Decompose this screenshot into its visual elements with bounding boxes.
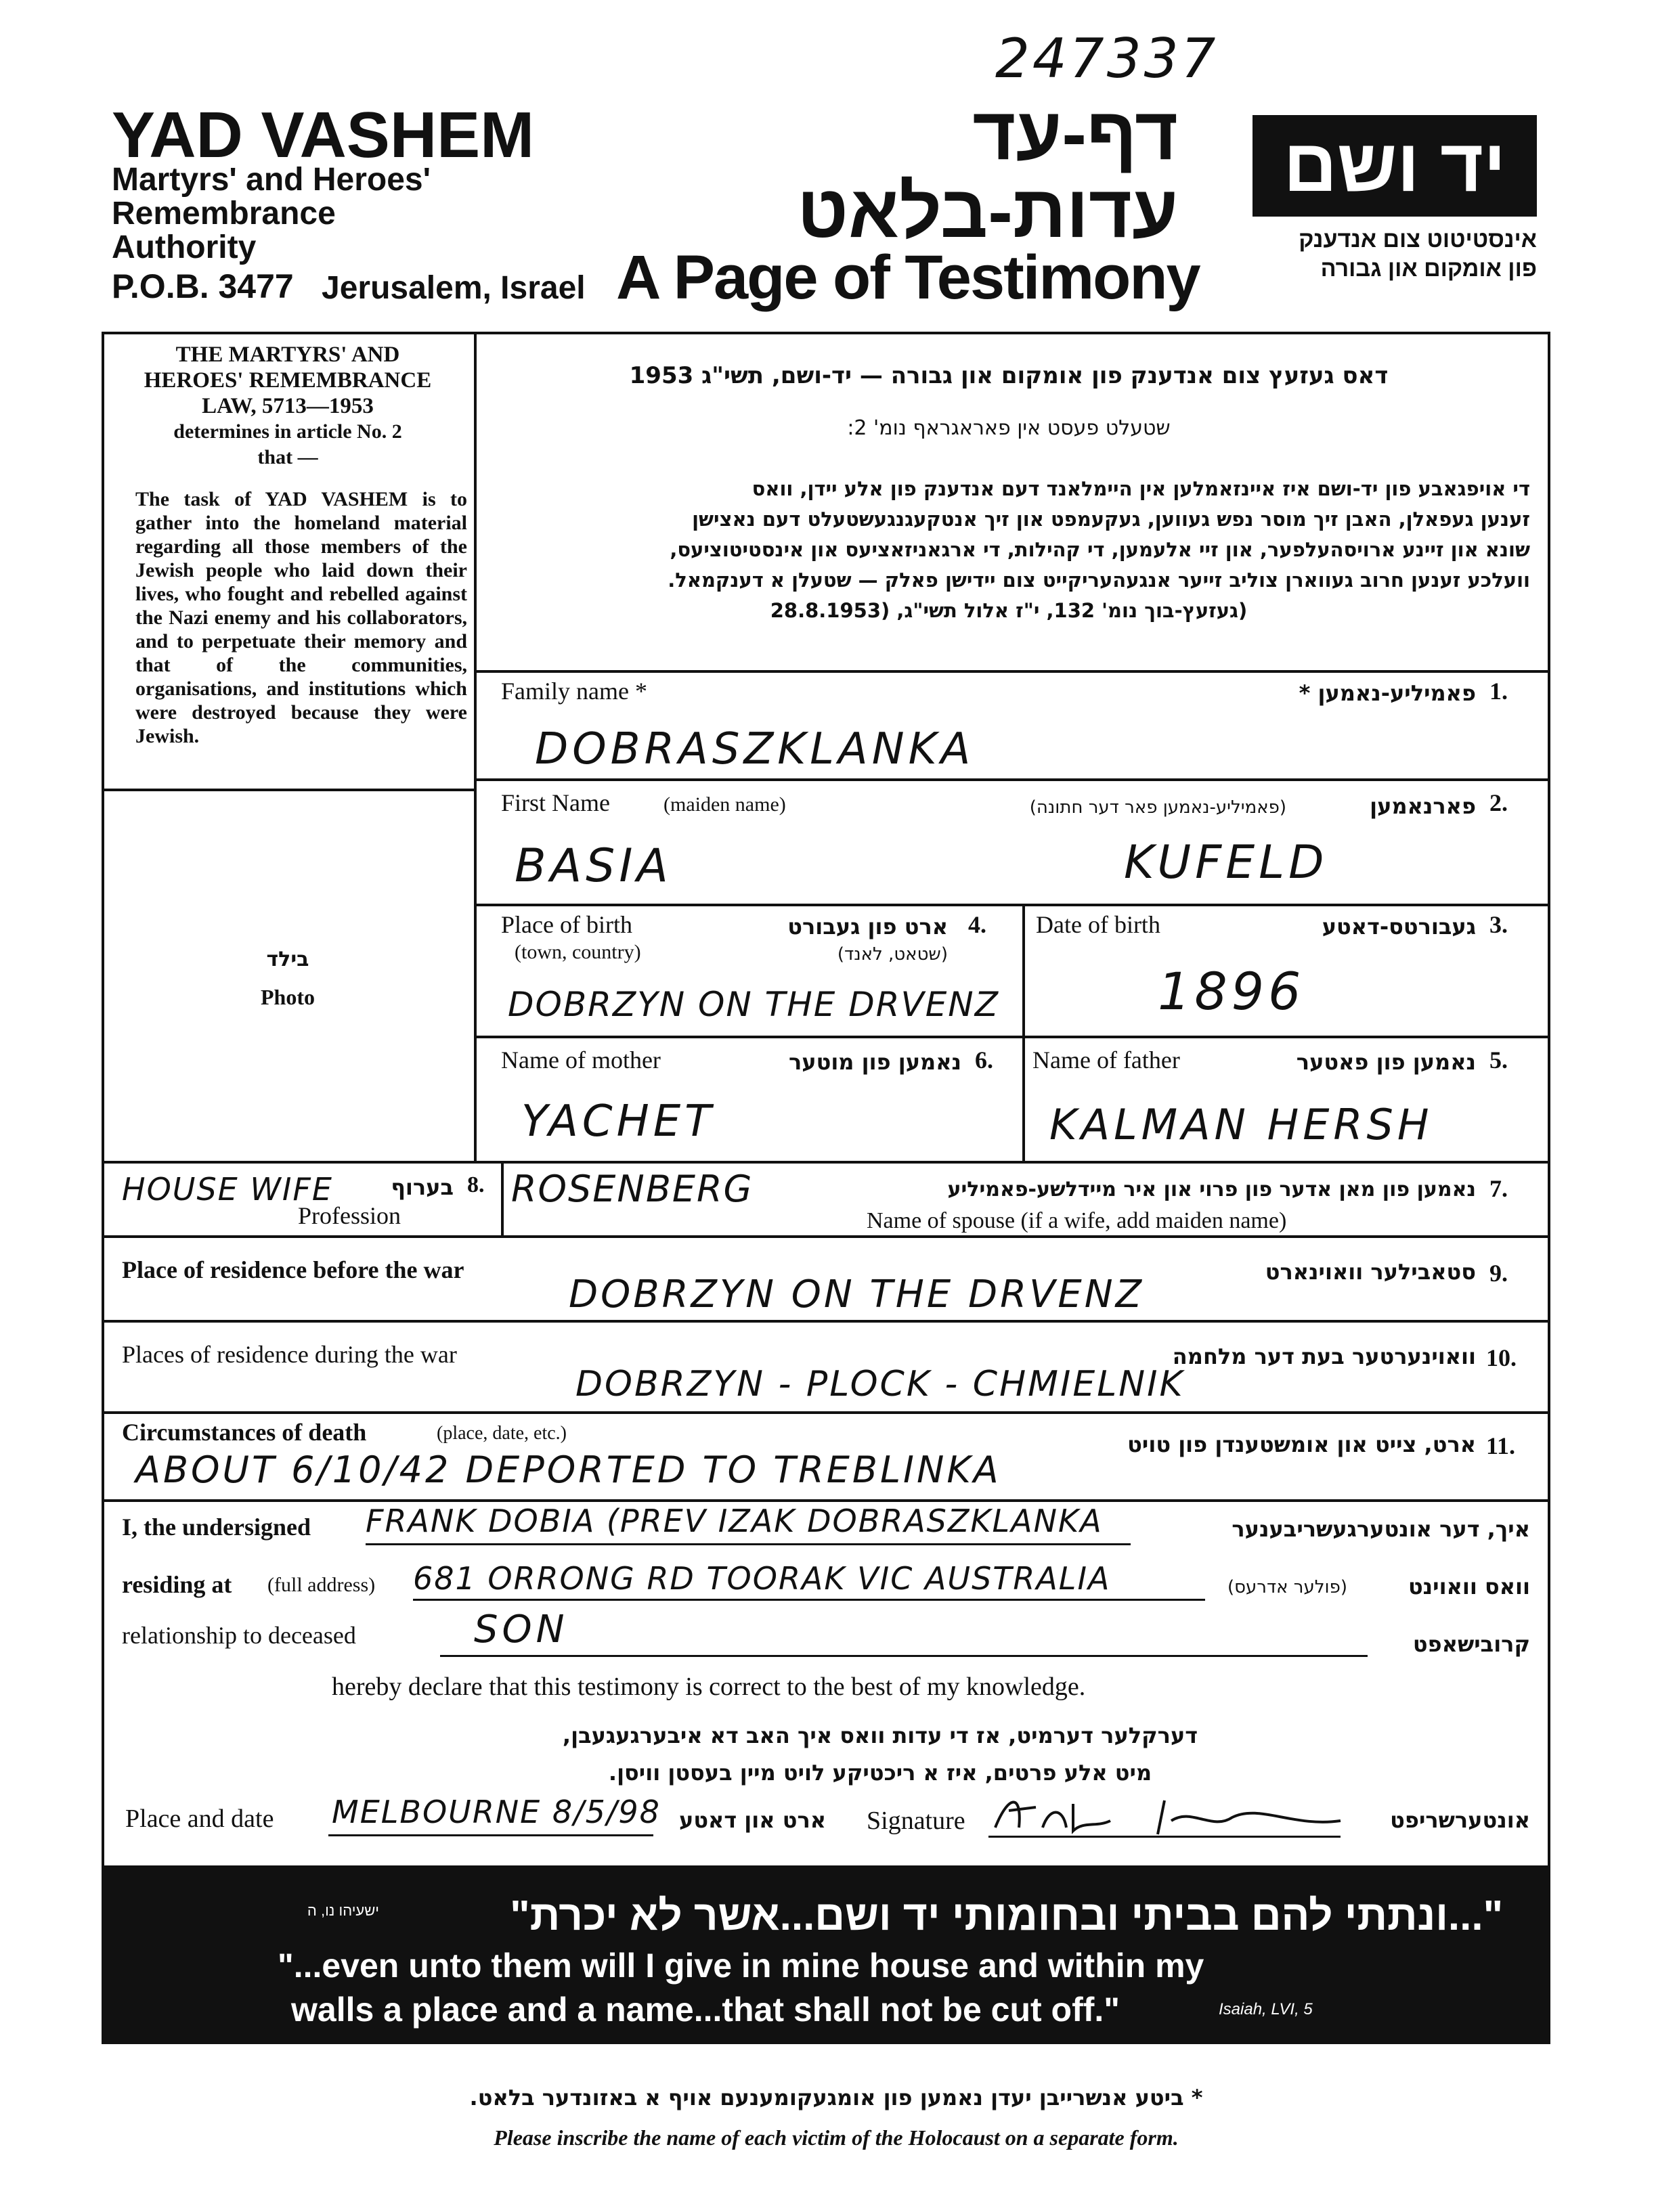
place-birth-num: 4. xyxy=(968,911,986,938)
father-heb: נאמען פון פאטער xyxy=(1296,1049,1476,1075)
declare-en: hereby declare that this testimony is correct to the best of my knowledge. xyxy=(332,1673,1086,1701)
signature-line xyxy=(988,1836,1341,1838)
photo-label: Photo xyxy=(261,985,315,1009)
law-heb5: שונא און זיינע ארויסהעלפער, און זיי אלעמען, די קהילות, די ארגאניזאציעס און אינסטיטוציעס, xyxy=(670,538,1530,561)
residence-before-label: Place of residence before the war xyxy=(122,1256,464,1283)
org-sub3: Authority xyxy=(112,229,257,265)
law-divider xyxy=(102,789,477,791)
signature-heb: אונטערשריפט xyxy=(1390,1807,1530,1833)
org-name: YAD VASHEM xyxy=(112,99,535,171)
footer-en: Please inscribe the name of each victim of the Holocaust on a separate form. xyxy=(494,2125,1179,2150)
law-heb1: דאס געזעץ צום אנדענק פון אומקום און גבורה — יד-ושם, תשי"ג 1953 xyxy=(629,362,1389,389)
family-name-label: Family name * xyxy=(501,678,647,705)
residence-before-heb: סטאבילער וואוינארט xyxy=(1265,1259,1476,1285)
row-line-3 xyxy=(474,904,1550,906)
undersigned-label: I, the undersigned xyxy=(122,1513,311,1541)
residence-before-value[interactable]: DOBRZYN ON THE DRVENZ xyxy=(569,1273,1145,1317)
residing-heb-sub: (פולער אדרעס) xyxy=(1227,1577,1347,1597)
first-name-value[interactable]: BASIA xyxy=(515,839,672,893)
place-birth-heb-sub: (שטאט, לאנד) xyxy=(837,944,948,965)
banner-heb-ref: ישעיהו נו, ה xyxy=(307,1902,379,1919)
law-heading4: determines in article No. 2 xyxy=(173,420,402,443)
maiden-name-value[interactable]: KUFELD xyxy=(1124,836,1328,889)
relationship-line xyxy=(440,1655,1368,1657)
photo-heb: בילד xyxy=(266,948,309,971)
org-sub2: Remembrance xyxy=(112,196,336,231)
family-name-num: 1. xyxy=(1489,678,1508,705)
residence-during-num: 10. xyxy=(1486,1344,1517,1371)
residing-sub: (full address) xyxy=(267,1574,376,1596)
mother-num: 6. xyxy=(975,1046,993,1074)
profession-label: Profession xyxy=(298,1202,401,1229)
declare-heb2: מיט אלע פרטים, איז א ריכטיקע לויט מיין בעסטן וויסן. xyxy=(608,1760,1152,1786)
hebrew-title2: עדות-בלאט xyxy=(797,170,1178,253)
law-heb-body xyxy=(487,474,1530,626)
family-name-value[interactable]: DOBRASZKLANKA xyxy=(535,724,975,774)
declare-heb1: דערקלער דערמיט, אז די עדות וואס איך האב דא איבערגעגעבן, xyxy=(562,1723,1198,1748)
logo-sub1: אינסטיטוט צום אנדענק xyxy=(1299,227,1537,252)
father-label: Name of father xyxy=(1032,1046,1180,1074)
death-num: 11. xyxy=(1486,1432,1516,1459)
relationship-value[interactable]: SON xyxy=(474,1608,569,1652)
place-date-line xyxy=(328,1834,653,1836)
law-heb7: (געזעץ-בוך נומ' 132, י"ז אלול תשי"ג, (28.8.1953 xyxy=(770,599,1248,622)
relationship-heb: קרובישאפט xyxy=(1412,1631,1530,1657)
law-heading3: LAW, 5713—1953 xyxy=(202,394,374,418)
banner-english1: "...even unto them will I give in mine house and within my xyxy=(278,1947,1204,1985)
hebrew-title1: דף-עד xyxy=(972,92,1178,175)
pob: P.O.B. 3477 xyxy=(112,267,294,305)
row-line-5 xyxy=(102,1161,1550,1164)
first-name-sub: (maiden name) xyxy=(663,793,786,816)
profession-num: 8. xyxy=(467,1172,485,1197)
mother-heb: נאמען פון מוטער xyxy=(789,1049,961,1075)
residing-value[interactable]: 681 ORRONG RD TOORAK VIC AUSTRALIA xyxy=(413,1560,1111,1597)
logo xyxy=(1253,115,1537,217)
place-birth-heb: ארט פון געבורט xyxy=(787,914,948,939)
signature-mark[interactable] xyxy=(988,1780,1354,1848)
death-sub: (place, date, etc.) xyxy=(437,1423,567,1444)
row-line-6 xyxy=(102,1235,1550,1238)
spouse-label: Name of spouse (if a wife, add maiden name) xyxy=(867,1208,1287,1233)
row-line-9 xyxy=(102,1499,1550,1502)
residing-heb: וואס וואוינט xyxy=(1408,1574,1530,1599)
signature-label: Signature xyxy=(867,1807,965,1835)
law-heb3: די אויפגאבע פון יד-ושם איז איינזאמלען אין היימלאנד דעם אנדענק פון אלע יידן, וואס xyxy=(752,477,1530,500)
relationship-label: relationship to deceased xyxy=(122,1622,356,1649)
undersigned-line xyxy=(366,1543,1131,1545)
law-heb6: וועלכע זענען חרוב געווארן צוליב זייער אנגעהעריקייט צום יידישן פאלק — שטעלן א דענקמאל. xyxy=(668,569,1530,592)
law-heading2: HEROES' REMEMBRANCE xyxy=(144,368,432,393)
law-heb2: שטעלט פעסט אין פאראגראף נומ' 2: xyxy=(847,416,1171,440)
row-line-8 xyxy=(102,1411,1550,1414)
residence-during-value[interactable]: DOBRZYN - PLOCK - CHMIELNIK xyxy=(575,1364,1185,1404)
spouse-heb: נאמען פון מאן אדער פון פרוי און איר מיידלשע-פאמיליע xyxy=(947,1178,1476,1201)
date-birth-label: Date of birth xyxy=(1036,911,1160,938)
death-label: Circumstances of death xyxy=(122,1419,367,1446)
spouse-value[interactable]: ROSENBERG xyxy=(511,1168,754,1210)
residence-during-heb: וואוינערטער בעת דער מלחמה xyxy=(1172,1344,1476,1369)
col-line-prof xyxy=(501,1161,504,1235)
law-heading xyxy=(102,342,474,470)
residing-label: residing at xyxy=(122,1571,232,1598)
residence-before-num: 9. xyxy=(1489,1260,1508,1287)
row-line-4 xyxy=(474,1036,1550,1038)
law-heb4: זענען געפאלן, האבן זיך מוסר נפש געווען, געקעמפט און זיך אנטקעגנגעשטעלט דעם נאצישן xyxy=(692,508,1530,531)
father-value[interactable]: KALMAN HERSH xyxy=(1049,1100,1433,1149)
logo-text: יד ושם xyxy=(1283,124,1506,207)
date-birth-heb: געבורטס-דאטע xyxy=(1322,914,1476,939)
first-name-heb: פארנאמען xyxy=(1370,793,1476,819)
family-name-heb: פאמיליע-נאמען * xyxy=(1299,680,1476,706)
mother-value[interactable]: YACHET xyxy=(521,1097,716,1147)
mother-label: Name of mother xyxy=(501,1046,661,1074)
spouse-num: 7. xyxy=(1489,1175,1508,1202)
place-date-heb: ארט און דאטע xyxy=(679,1807,826,1833)
law-heading1: THE MARTYRS' AND xyxy=(175,342,400,367)
city: Jerusalem, Israel xyxy=(322,270,586,306)
footer-heb: * ביטע אנשרייבן יעדן נאמען פון אומגעקומענעם אויף א באזונדער בלאט. xyxy=(469,2085,1203,2110)
logo-sub2: פון אומקום און גבורה xyxy=(1320,256,1537,282)
undersigned-value[interactable]: FRANK DOBIA (PREV IZAK DOBRASZKLANKA xyxy=(366,1503,1103,1539)
first-name-heb-sub: (פאמיליע-נאמען פאר דער חתונה) xyxy=(1029,797,1286,818)
profession-heb: בערוף xyxy=(391,1174,454,1200)
row-line-7 xyxy=(102,1320,1550,1323)
page-title: A Page of Testimony xyxy=(616,243,1200,312)
org-sub1: Martyrs' and Heroes' xyxy=(112,162,431,198)
death-heb: ארט, צייט און אומשטענדן פון טויט xyxy=(1127,1432,1476,1457)
place-date-label: Place and date xyxy=(125,1805,274,1833)
archive-number: 247337 xyxy=(995,27,1219,90)
first-name-label: First Name xyxy=(501,789,610,816)
banner-hebrew: "...ונתתי להם בביתי ובחומותי יד ושם...אשר לא יכרת" xyxy=(510,1893,1503,1939)
law-body: The task of YAD VASHEM is to gather into the homeland material regarding all those members of the Jewish people who laid down their lives, who fought and rebelled against the Nazi enemy and his collaborators, and to perpetuate their memory and that of the communities, organisations, and institutions which were destroyed because they were Jewish. xyxy=(135,488,467,747)
date-birth-value[interactable]: 1896 xyxy=(1158,961,1305,1021)
residing-line xyxy=(413,1599,1205,1601)
banner-ref: Isaiah, LVI, 5 xyxy=(1219,2000,1313,2018)
row-line-1 xyxy=(474,670,1550,673)
father-num: 5. xyxy=(1489,1046,1508,1074)
place-date-value[interactable]: MELBOURNE 8/5/98 xyxy=(332,1794,661,1830)
row-line-2 xyxy=(474,778,1550,781)
undersigned-heb: איך, דער אונטערגעשריבענער xyxy=(1232,1516,1530,1542)
first-name-num: 2. xyxy=(1489,789,1508,816)
law-heading5: that — xyxy=(257,446,318,468)
col-line-mid xyxy=(1022,904,1025,1161)
banner-english2: walls a place and a name...that shall not be cut off." xyxy=(291,1991,1120,2029)
place-birth-sub: (town, country) xyxy=(515,941,641,963)
place-birth-label: Place of birth xyxy=(501,911,632,938)
profession-value[interactable]: HOUSE WIFE xyxy=(122,1171,333,1208)
quote-banner xyxy=(102,1868,1550,2044)
residence-during-label: Places of residence during the war xyxy=(122,1341,457,1368)
place-birth-value[interactable]: DOBRZYN ON THE DRVENZ xyxy=(508,985,999,1024)
date-birth-num: 3. xyxy=(1489,911,1508,938)
death-value[interactable]: ABOUT 6/10/42 DEPORTED TO TREBLINKA xyxy=(135,1448,1001,1491)
